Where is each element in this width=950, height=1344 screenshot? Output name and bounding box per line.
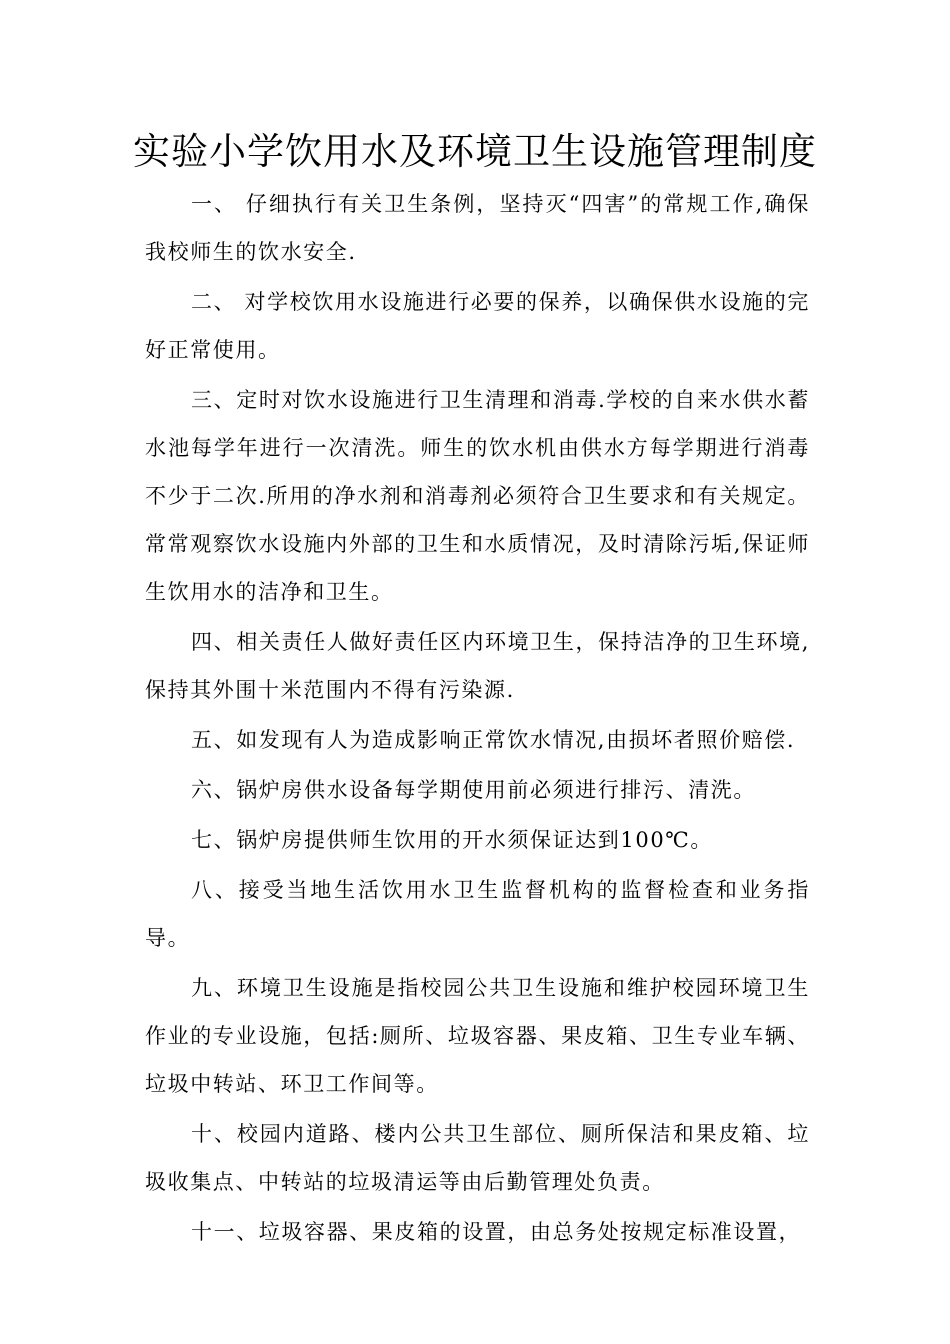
paragraph-4: 四、相关责任人做好责任区内环境卫生，保持洁净的卫生环境,保持其外围十米范围内不得有污染源. [145,630,810,702]
paragraph-10: 十、校园内道路、楼内公共卫生部位、厕所保洁和果皮箱、垃圾收集点、中转站的垃圾清运等由后勤管理处负责。 [145,1122,810,1194]
paragraph-9: 九、环境卫生设施是指校园公共卫生设施和维护校园环境卫生作业的专业设施，包括:厕所、垃圾容器、果皮箱、卫生专业车辆、垃圾中转站、环卫工作间等。 [145,976,810,1096]
paragraph-2: 二、 对学校饮用水设施进行必要的保养，以确保供水设施的完好正常使用。 [145,290,810,362]
paragraph-1: 一、 仔细执行有关卫生条例，坚持灭“四害”的常规工作,确保我校师生的饮水安全. [145,192,810,264]
paragraph-6: 六、锅炉房供水设备每学期使用前必须进行排污、清洗。 [191,778,756,802]
paragraph-11: 十一、垃圾容器、果皮箱的设置，由总务处按规定标准设置， [191,1220,802,1244]
paragraph-8: 八、接受当地生活饮用水卫生监督机构的监督检查和业务指导。 [145,878,810,950]
document-title: 实验小学饮用水及环境卫生设施管理制度 [133,130,817,173]
paragraph-7: 七、锅炉房提供师生饮用的开水须保证达到100℃。 [191,828,713,852]
document-body [145,180,810,1258]
paragraph-3: 三、定时对饮水设施进行卫生清理和消毒.学校的自来水供水蓄水池每学年进行一次清洗。师生的饮水机由供水方每学期进行消毒不少于二次.所用的净水剂和消毒剂必须符合卫生要求和有关规定。常常观察饮水设施内外部的卫生和水质情况，及时清除污垢,保证师生饮用水的洁净和卫生。 [145,388,810,604]
paragraph-5: 五、如发现有人为造成影响正常饮水情况,由损坏者照价赔偿. [191,728,796,752]
